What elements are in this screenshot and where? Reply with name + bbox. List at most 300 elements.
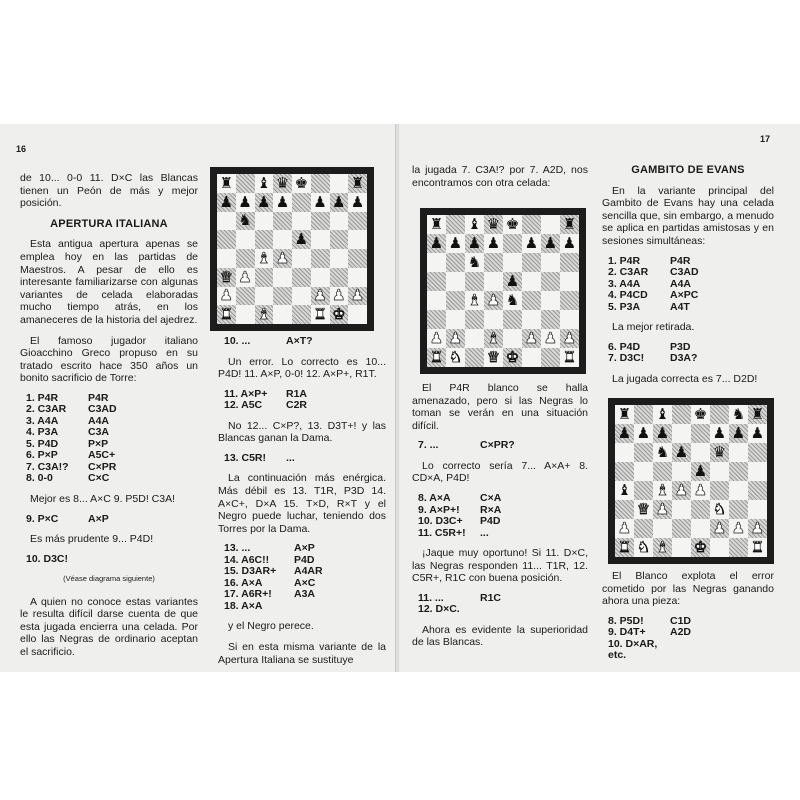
board-square — [729, 443, 748, 462]
move-list — [20, 393, 198, 485]
board-square — [236, 193, 255, 212]
board-square — [710, 538, 729, 557]
board-square — [427, 348, 446, 367]
white-king-icon: ♚ — [332, 305, 346, 324]
board-square — [672, 443, 691, 462]
board-square — [330, 174, 349, 193]
black-move: R1A — [286, 387, 308, 400]
board-square — [427, 329, 446, 348]
paragraph: La jugada correcta es 7... D2D! — [612, 372, 758, 385]
board-square — [634, 519, 653, 538]
board-square — [484, 348, 503, 367]
board-square — [634, 538, 653, 557]
white-move: 11. ... — [418, 591, 444, 604]
white-bishop-icon: ♝ — [467, 291, 482, 309]
board-square — [691, 538, 710, 557]
white-move: 10. D3C! — [26, 552, 69, 565]
board-square — [710, 424, 729, 443]
board-square — [615, 519, 634, 538]
black-move: C×C — [88, 472, 110, 485]
board-square — [691, 424, 710, 443]
right-page-column-2-continued — [602, 570, 774, 670]
move-row — [218, 601, 386, 613]
black-pawn-icon: ♟ — [486, 234, 501, 252]
paragraph: La continuación más enérgica. Más débil es 13. T1R, P3D 14. A×C+, D×A 15. T×D, R×T y el Negro puede luchar, teniendo dos Torres por la Dama. — [218, 472, 386, 535]
board-square — [330, 212, 349, 231]
white-pawn-icon: ♟ — [524, 329, 539, 347]
white-move: 8. A×A — [418, 492, 451, 505]
paragraph: Un error. Lo correcto es 10... P4D! 11. A×P, 0-0! 12. A×P+, R1T. — [218, 355, 386, 381]
move-row — [412, 516, 588, 528]
black-knight-icon: ♞ — [467, 253, 482, 271]
book-spine — [395, 124, 399, 672]
board-square — [484, 310, 503, 329]
move-row — [412, 604, 588, 616]
white-pawn-icon: ♟ — [238, 267, 252, 286]
board-square — [653, 481, 672, 500]
paragraph: El Blanco explota el error cometido por las Negras ganando ahora una pieza: — [602, 570, 774, 608]
white-pawn-icon: ♟ — [655, 500, 670, 518]
board-square — [446, 272, 465, 291]
board-square — [217, 305, 236, 324]
board-square — [465, 234, 484, 253]
paragraph: El famoso jugador italiano Gioacchino Greco propuso en su tratado escrito hace 350 años un bonito sacrificio de Torre: — [20, 334, 198, 385]
board-square — [311, 305, 330, 324]
paragraph: A quien no conoce estas variantes le resulta difícil darse cuenta de que esta jugada encierra una celada. Por ello las Negras de ordinario aceptan el sacrificio. — [20, 595, 198, 659]
board-square — [560, 215, 579, 234]
black-bishop-icon: ♝ — [655, 405, 670, 423]
board-square — [348, 305, 367, 324]
board-square — [615, 500, 634, 519]
black-pawn-icon: ♟ — [257, 192, 271, 211]
black-move: C3AD — [670, 266, 699, 279]
board-square — [653, 500, 672, 519]
board-square — [710, 443, 729, 462]
board-square — [292, 268, 311, 287]
white-pawn-icon: ♟ — [731, 519, 746, 537]
board-square — [255, 230, 274, 249]
black-rook-icon: ♜ — [750, 405, 765, 423]
paragraph: La mejor retirada. — [612, 321, 695, 334]
board-square — [560, 348, 579, 367]
board-square — [273, 230, 292, 249]
section-heading-apertura-italiana: APERTURA ITALIANA — [50, 217, 168, 230]
board-square — [691, 405, 710, 424]
board-square — [748, 481, 767, 500]
board-square — [729, 500, 748, 519]
section-heading-gambito-de-evans: GAMBITO DE EVANS — [631, 164, 745, 176]
white-move: 12. D×C. — [418, 603, 460, 616]
black-pawn-icon: ♟ — [674, 443, 689, 461]
board-square — [330, 193, 349, 212]
white-bishop-icon: ♝ — [486, 329, 501, 347]
board-square — [273, 287, 292, 306]
white-rook-icon: ♜ — [562, 348, 577, 366]
board-square — [560, 310, 579, 329]
right-page-column-2 — [602, 160, 774, 393]
move-row — [412, 493, 588, 505]
board-square — [255, 249, 274, 268]
black-queen-icon: ♛ — [275, 173, 290, 192]
white-pawn-icon: ♟ — [562, 329, 577, 347]
board-square — [748, 462, 767, 481]
paragraph: Ahora es evidente la superioridad de las Blancas. — [412, 623, 588, 649]
board-square — [311, 268, 330, 287]
board-square — [446, 291, 465, 310]
board-square — [292, 249, 311, 268]
board-square — [427, 215, 446, 234]
white-rook-icon: ♜ — [429, 348, 444, 366]
black-queen-icon: ♛ — [486, 215, 501, 233]
white-pawn-icon: ♟ — [674, 481, 689, 499]
white-move: 9. D4T+ — [608, 626, 646, 639]
board-square — [484, 291, 503, 310]
black-knight-icon: ♞ — [238, 211, 252, 230]
board-square — [672, 538, 691, 557]
board-square — [522, 215, 541, 234]
board-square — [748, 424, 767, 443]
board-square — [672, 500, 691, 519]
black-pawn-icon: ♟ — [350, 192, 365, 211]
move-list — [20, 514, 198, 526]
white-move: 12. A5C — [224, 399, 263, 412]
board-square — [560, 329, 579, 348]
board-square — [653, 519, 672, 538]
white-move: 9. A×P+! — [418, 503, 460, 516]
black-pawn-icon: ♟ — [693, 462, 708, 480]
black-move — [670, 639, 774, 662]
white-move: 6. P4D — [608, 340, 641, 353]
black-pawn-icon: ♟ — [332, 192, 346, 211]
board-square — [311, 230, 330, 249]
black-move: P4R — [670, 254, 691, 267]
black-pawn-icon: ♟ — [238, 192, 252, 211]
black-bishop-icon: ♝ — [257, 173, 271, 192]
board-square — [541, 310, 560, 329]
board-square — [653, 443, 672, 462]
board-square — [503, 291, 522, 310]
board-square — [503, 215, 522, 234]
board-square — [446, 348, 465, 367]
black-move — [294, 601, 386, 613]
move-row — [412, 528, 588, 540]
board-square — [217, 193, 236, 212]
black-king-icon: ♚ — [505, 215, 520, 233]
black-move: C2R — [286, 399, 308, 412]
board-square — [522, 272, 541, 291]
board-square — [634, 424, 653, 443]
right-page-column-1-continued — [412, 382, 588, 657]
move-row — [412, 440, 588, 452]
move-row — [20, 554, 198, 566]
board-square — [465, 272, 484, 291]
intro-paragraph: de 10... 0-0 11. D×C las Blancas tienen un Peón de más y mejor posición. — [20, 172, 198, 210]
black-move: C3A — [88, 426, 110, 439]
white-move: 9. P×C — [26, 512, 59, 525]
board-square — [653, 424, 672, 443]
board-square — [217, 212, 236, 231]
board-square — [273, 305, 292, 324]
white-pawn-icon: ♟ — [486, 291, 501, 309]
black-pawn-icon: ♟ — [275, 192, 290, 211]
white-move: 18. A×A — [224, 599, 263, 612]
black-rook-icon: ♜ — [562, 215, 577, 233]
white-move: 14. A6C!! — [224, 553, 270, 566]
black-move: A×PC — [670, 289, 699, 302]
black-pawn-icon: ♟ — [467, 234, 482, 252]
black-move — [88, 554, 198, 566]
paragraph: Si en esta misma variante de la Apertura Italiana se sustituye — [218, 640, 386, 666]
board-square — [465, 215, 484, 234]
white-rook-icon: ♜ — [219, 305, 234, 324]
white-move: 8. 0-0 — [26, 472, 53, 485]
board-square — [748, 443, 767, 462]
board-square — [465, 348, 484, 367]
white-rook-icon: ♜ — [313, 305, 327, 324]
white-move: 7. C3A!? — [26, 460, 69, 473]
black-pawn-icon: ♟ — [505, 272, 520, 290]
move-list — [602, 256, 774, 314]
board-square — [330, 230, 349, 249]
move-list — [218, 389, 386, 412]
board-square — [348, 193, 367, 212]
black-move: A×P — [88, 512, 109, 525]
black-move: A4AR — [294, 565, 323, 578]
board-square — [541, 272, 560, 291]
black-move — [480, 604, 588, 616]
board-square — [348, 249, 367, 268]
board-square — [672, 405, 691, 424]
move-row — [20, 473, 198, 485]
black-move: C×PR? — [480, 439, 515, 452]
white-move: 5. P4D — [26, 437, 59, 450]
board-square — [255, 268, 274, 287]
white-move: 15. D3AR+ — [224, 565, 277, 578]
board-square — [748, 405, 767, 424]
black-move: A4T — [670, 300, 690, 313]
board-square — [255, 287, 274, 306]
black-rook-icon: ♜ — [429, 215, 444, 233]
black-king-icon: ♚ — [693, 405, 708, 423]
board-square — [541, 234, 560, 253]
board-square — [522, 329, 541, 348]
board-square — [541, 291, 560, 310]
black-pawn-icon: ♟ — [429, 234, 444, 252]
board-square — [634, 481, 653, 500]
board-square — [615, 443, 634, 462]
board-square — [484, 253, 503, 272]
black-move: R1C — [480, 591, 502, 604]
right-page-column-1 — [412, 164, 588, 197]
board-square — [672, 519, 691, 538]
board-square — [446, 329, 465, 348]
board-square — [615, 538, 634, 557]
board-square — [446, 215, 465, 234]
board-square — [348, 212, 367, 231]
white-pawn-icon: ♟ — [350, 286, 365, 305]
black-knight-icon: ♞ — [505, 291, 520, 309]
move-list — [412, 593, 588, 616]
board-square — [672, 424, 691, 443]
move-list — [218, 543, 386, 612]
white-move: 4. P3A — [26, 426, 59, 439]
black-pawn-icon: ♟ — [712, 424, 727, 442]
board-square — [672, 462, 691, 481]
board-square — [465, 291, 484, 310]
board-square — [292, 174, 311, 193]
black-pawn-icon: ♟ — [313, 192, 327, 211]
board-square — [522, 310, 541, 329]
board-square — [560, 253, 579, 272]
board-square — [330, 305, 349, 324]
board-square — [503, 348, 522, 367]
black-move: C3AD — [88, 403, 117, 416]
board-square — [541, 215, 560, 234]
black-knight-icon: ♞ — [731, 405, 746, 423]
board-square — [691, 462, 710, 481]
white-bishop-icon: ♝ — [655, 481, 670, 499]
move-list — [602, 616, 774, 662]
black-move: P4D — [294, 553, 315, 566]
board-square — [503, 310, 522, 329]
white-king-icon: ♚ — [693, 538, 708, 556]
move-row — [602, 353, 774, 365]
board-square — [503, 272, 522, 291]
white-bishop-icon: ♝ — [257, 248, 271, 267]
board-square — [311, 287, 330, 306]
white-rook-icon: ♜ — [617, 538, 632, 556]
paragraph: y el Negro perece. — [228, 620, 314, 633]
board-square — [255, 305, 274, 324]
board-square — [217, 268, 236, 287]
paragraph: ¡Jaque muy oportuno! Si 11. D×C, las Negras responden 11... T1R, 12. C5R+, R1C con buena posición. — [412, 547, 588, 585]
board-square — [292, 287, 311, 306]
board-square — [541, 329, 560, 348]
board-square — [427, 310, 446, 329]
white-queen-icon: ♛ — [219, 267, 234, 286]
white-move: 10. D3C+ — [418, 515, 463, 528]
board-square — [236, 287, 255, 306]
white-move: 1. P4R — [26, 391, 59, 404]
black-knight-icon: ♞ — [655, 443, 670, 461]
black-move: P×P — [88, 437, 109, 450]
white-rook-icon: ♜ — [750, 538, 765, 556]
board-square — [217, 174, 236, 193]
board-square — [691, 519, 710, 538]
chess-diagram — [420, 208, 586, 374]
board-square — [729, 481, 748, 500]
board-square — [691, 500, 710, 519]
black-pawn-icon: ♟ — [524, 234, 539, 252]
paragraph: No 12... C×P?, 13. D3T+! y las Blancas ganan la Dama. — [218, 419, 386, 445]
board-square — [427, 272, 446, 291]
white-pawn-icon: ♟ — [543, 329, 558, 347]
board-square — [691, 443, 710, 462]
board-square — [465, 310, 484, 329]
black-move: C×PR — [88, 460, 117, 473]
page-number-left: 16 — [16, 144, 27, 154]
board-square — [634, 500, 653, 519]
board-square — [273, 268, 292, 287]
white-move: 3. A4A — [26, 414, 59, 427]
board-square — [311, 174, 330, 193]
board-square — [503, 234, 522, 253]
board-square — [729, 462, 748, 481]
board-square — [672, 481, 691, 500]
black-move: R×A — [480, 503, 502, 516]
paragraph: Es más prudente 9... P4D! — [30, 533, 154, 545]
board-square — [311, 249, 330, 268]
white-king-icon: ♚ — [505, 348, 520, 366]
move-row — [602, 267, 774, 279]
board-square — [236, 268, 255, 287]
move-list — [602, 342, 774, 365]
black-pawn-icon: ♟ — [731, 424, 746, 442]
black-move: ... — [286, 451, 295, 464]
move-list — [20, 554, 198, 566]
board-square — [615, 424, 634, 443]
black-move: P3D — [670, 340, 691, 353]
board-square — [292, 305, 311, 324]
white-move: 2. C3AR — [26, 403, 67, 416]
black-move: A2D — [670, 626, 692, 639]
chess-diagram — [210, 167, 374, 331]
board-square — [748, 538, 767, 557]
board-square — [236, 230, 255, 249]
board-square — [615, 462, 634, 481]
black-rook-icon: ♜ — [219, 173, 234, 192]
diagram-note: (Véase diagrama siguiente) — [63, 574, 155, 584]
board-square — [484, 329, 503, 348]
board-square — [273, 174, 292, 193]
white-pawn-icon: ♟ — [219, 286, 234, 305]
board-square — [273, 249, 292, 268]
white-move: 13. ... — [224, 542, 251, 555]
white-bishop-icon: ♝ — [655, 538, 670, 556]
board-square — [634, 443, 653, 462]
page-number-right: 17 — [760, 134, 771, 144]
black-move: A3A — [294, 588, 316, 601]
board-square — [710, 481, 729, 500]
board-square — [710, 500, 729, 519]
white-move: 1. P4R — [608, 254, 641, 267]
board-square — [634, 462, 653, 481]
white-move: 8. P5D! — [608, 614, 644, 627]
board-square — [255, 212, 274, 231]
board-square — [465, 329, 484, 348]
board-square — [748, 500, 767, 519]
board-square — [273, 193, 292, 212]
black-move: P4R — [88, 391, 109, 404]
white-pawn-icon: ♟ — [712, 519, 727, 537]
board-square — [484, 272, 503, 291]
board-square — [236, 249, 255, 268]
board-square — [484, 215, 503, 234]
board-square — [292, 193, 311, 212]
white-move: 13. C5R! — [224, 451, 267, 464]
black-bishop-icon: ♝ — [467, 215, 482, 233]
board-square — [541, 348, 560, 367]
chess-diagram — [608, 398, 774, 564]
board-square — [236, 174, 255, 193]
black-move: A×C — [294, 576, 316, 589]
move-list — [412, 493, 588, 539]
board-square — [729, 538, 748, 557]
board-square — [330, 268, 349, 287]
board-square — [311, 193, 330, 212]
black-move: ... — [480, 526, 489, 539]
white-move: 5. P3A — [608, 300, 641, 313]
